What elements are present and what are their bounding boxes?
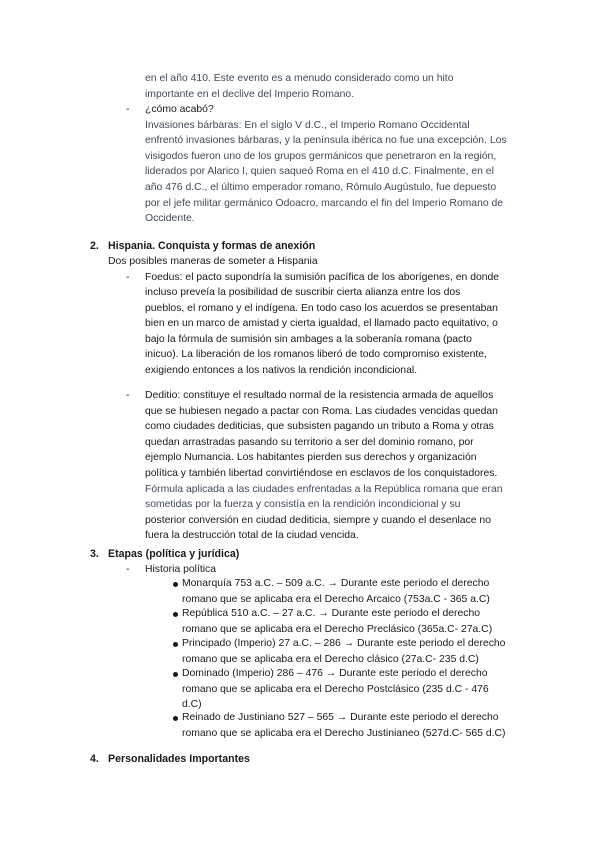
- text-line: Principado (Imperio) 27 a.C. – 286 → Durante este periodo el derecho: [182, 638, 506, 649]
- list-item: [182, 606, 492, 637]
- text-line: en el año 410. Este evento es a menudo considerado como un hito: [145, 73, 454, 84]
- section-subheading: Historia política: [145, 564, 217, 575]
- text-line: Deditio: constituye el resultado normal de la resistencia armada de aquellos: [145, 390, 494, 401]
- section-title: Etapas (política y jurídica): [108, 548, 240, 560]
- text-line: exigiendo entonces a los nativos la rendición incondicional.: [145, 365, 418, 377]
- end-question: ¿cómo acabó?: [145, 104, 214, 115]
- end-paragraph: [145, 118, 507, 227]
- text-line: d.C): [182, 699, 202, 711]
- top-paragraph: [145, 71, 453, 102]
- text-line: visigodos fueron uno de los grupos germánicos que penetraron en la región,: [145, 150, 497, 162]
- section-title: Hispania. Conquista y formas de anexión: [108, 240, 316, 252]
- text-line: bien en un marco de amistad y cierta igualdad, el llamado pacto equitativo, o: [145, 318, 498, 330]
- text-line: enfrentó invasiones bárbaras, y la península ibérica no fue una excepción. Los: [145, 135, 507, 147]
- text-line: Invasiones bárbaras: En el siglo V d.C., el Imperio Romano Occidental: [145, 119, 470, 131]
- text-line: romano que se aplicaba era el Derecho Postclásico (235 d.C - 476: [182, 683, 489, 695]
- text-line: bajo la fórmula de sumisión sin ambages a la soberanía romana (pacto: [145, 333, 472, 345]
- bullet-dot: [173, 612, 178, 617]
- section-intro: Dos posibles maneras de someter a Hispania: [108, 256, 318, 267]
- text-line: liderados por Alarico I, quien saqueó Roma en el 410 d.C. Finalmente, en el: [145, 166, 494, 178]
- dash-bullet: -: [126, 564, 130, 575]
- dash-bullet: -: [126, 390, 130, 401]
- text-line: República 510 a.C. – 27 a.C. → Durante este periodo el derecho: [182, 608, 481, 619]
- text-line: romano que se aplicaba era el Derecho clásico (27a.C- 235 d.C): [182, 653, 479, 665]
- bullet-dot: [173, 582, 178, 587]
- text-line: Occidente.: [145, 213, 195, 225]
- text-line: por el jefe militar germánico Odoacro, marcando el fin del Imperio Romano de: [145, 197, 504, 209]
- bullet-dot: [173, 672, 178, 677]
- deditio-paragraph: [145, 388, 503, 544]
- text-line: fuera la destrucción total de la ciudad vencida.: [145, 530, 359, 542]
- list-item: [182, 710, 505, 741]
- text-line: Monarquía 753 a.C. – 509 a.C. → Durante este periodo el derecho: [182, 578, 490, 589]
- text-line: año 476 d.C., el último emperador romano, Rómulo Augústulo, fue depuesto: [145, 181, 497, 193]
- text-line: Foedus: el pacto supondría la sumisión pacífica de los aborígenes, en donde: [145, 271, 500, 283]
- text-line: incluso preveía la posibilidad de suscribir cierta alianza entre los dos: [145, 287, 461, 299]
- bullet-dot: [173, 716, 178, 721]
- text-line: política y también libertad convirtiéndose en esclavos de los conquistadores.: [145, 467, 498, 479]
- list-item: [182, 576, 490, 607]
- text-line: sometidas por la fuerza y consistía en la rendición incondicional y su: [145, 499, 461, 511]
- section-number: 4.: [90, 753, 99, 765]
- section-title: Personalidades Importantes: [108, 753, 250, 765]
- text-line: Dominado (Imperio) 286 – 476 → Durante este periodo el derecho: [182, 668, 488, 679]
- bullet-dot: [173, 642, 178, 647]
- text-line: como ciudades dediticias, que subsisten pagando un tributo a Roma y otras: [145, 421, 494, 433]
- text-line: posterior conversión en ciudad dediticia, siempre y cuando el desenlace no: [145, 514, 491, 526]
- text-line: quedan arrastradas pasando su territorio a ser del dominio romano, por: [145, 436, 474, 448]
- text-line: romano que se aplicaba era el Derecho Justinianeo (527d.C- 565 d.C): [182, 727, 506, 739]
- list-item: [182, 636, 505, 667]
- dash-bullet: -: [126, 271, 130, 283]
- text-line: Fórmula aplicada a las ciudades enfrentadas a la República romana que eran: [145, 483, 503, 495]
- text-line: pueblos, el romano y el indígena. En todo caso los acuerdos se presentaban: [145, 302, 498, 314]
- list-item: [182, 666, 489, 713]
- text-line: que se hubiesen negado a pactar con Roma. Las ciudades vencidas quedan: [145, 405, 498, 417]
- text-line: romano que se aplicaba era el Derecho Preclásico (365a.C- 27a.C): [182, 623, 493, 635]
- text-line: importante en el declive del Imperio Romano.: [145, 88, 355, 100]
- dash-bullet: -: [126, 104, 130, 115]
- text-line: Reinado de Justiniano 527 – 565 → Durante este periodo el derecho: [182, 712, 499, 723]
- section-number: 3.: [90, 548, 99, 560]
- foedus-paragraph: [145, 270, 499, 379]
- text-line: inicuo). La liberación de los romanos liberó de todo compromiso existente,: [145, 349, 487, 361]
- text-line: romano que se aplicaba era el Derecho Arcaico (753a.C - 365 a.C): [182, 593, 490, 605]
- section-number: 2.: [90, 240, 99, 252]
- text-line: ejemplo Numancia. Los habitantes pierden sus derechos y organización: [145, 452, 477, 464]
